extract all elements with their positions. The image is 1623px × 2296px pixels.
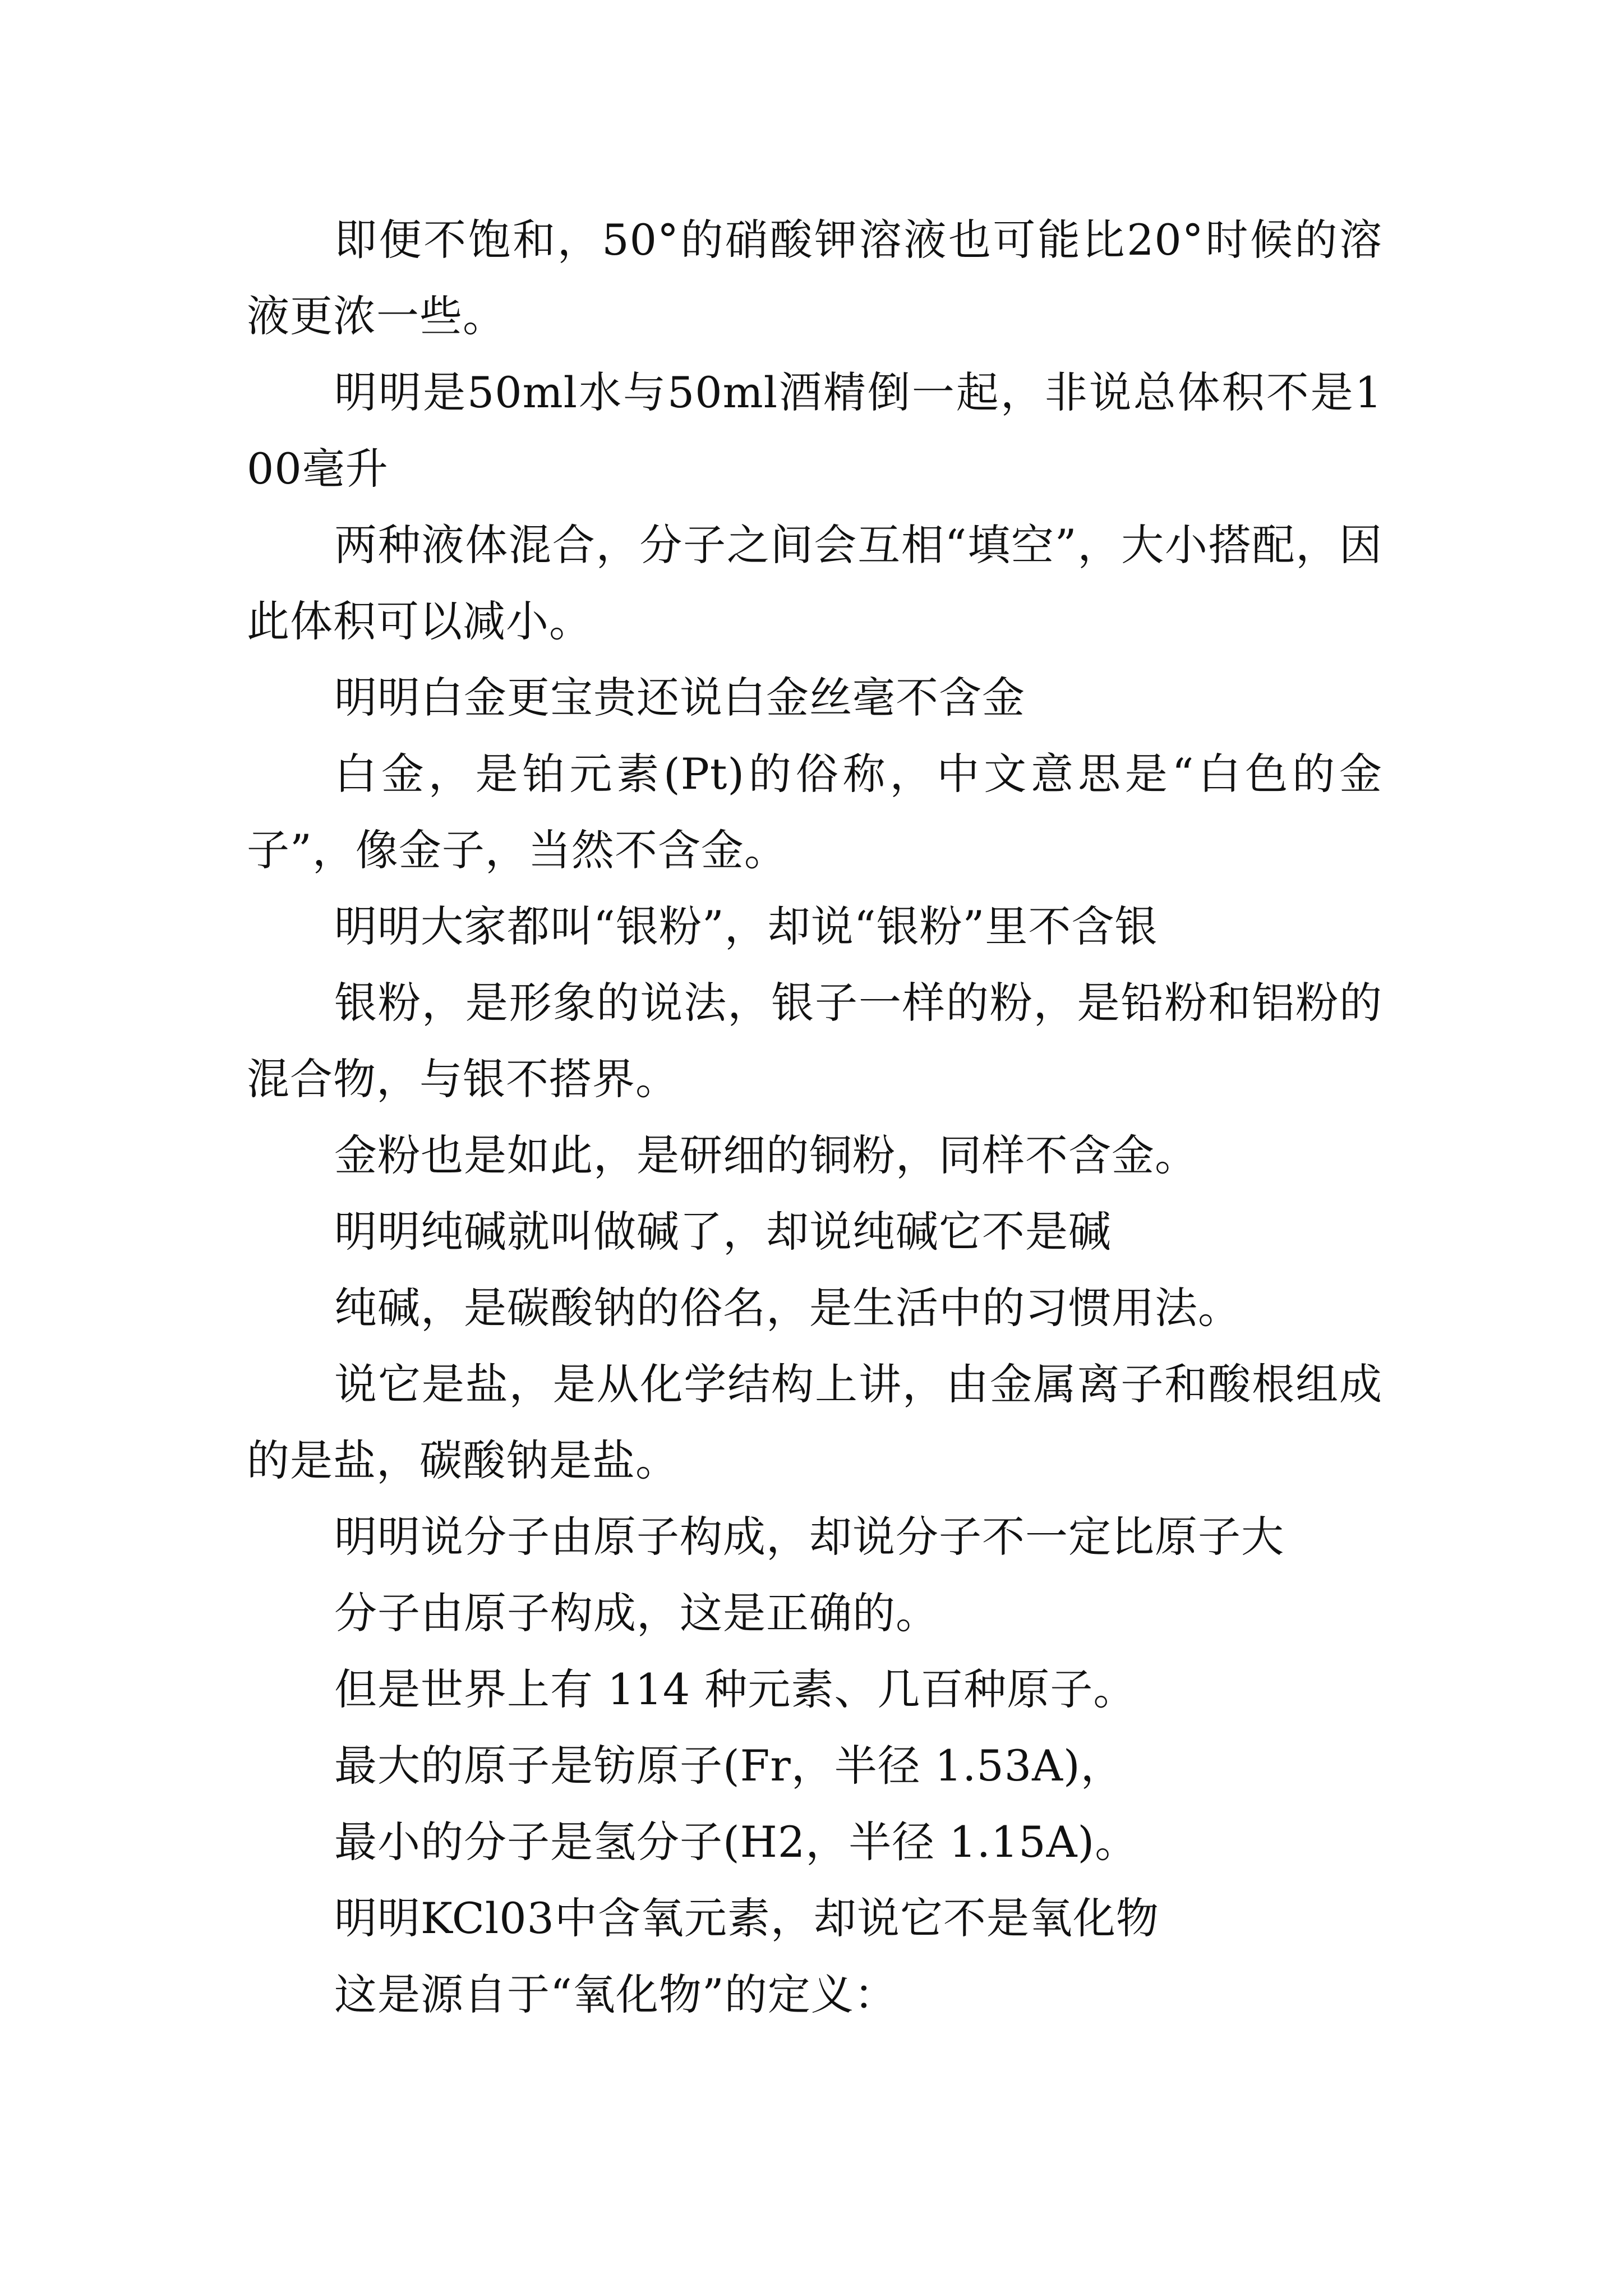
paragraph: 最小的分子是氢分子(H2，半径 1.15A)。 [334,1817,1138,1867]
paragraph: 白金，是铂元素(Pt)的俗称，中文意思是“白色的金子”，像金子，当然不含金。 [247,749,1382,875]
paragraph: 明明是50ml水与50ml酒精倒一起，非说总体积不是100毫升 [247,367,1382,494]
paragraph: 金粉也是如此，是研细的铜粉，同样不含金。 [334,1130,1198,1180]
paragraph: 即便不饱和，50°的硝酸钾溶液也可能比20°时候的溶液更浓一些。 [247,215,1382,341]
paragraph: 最大的原子是钫原子(Fr，半径 1.53A)， [334,1741,1124,1791]
paragraph: 这是源自于“氧化物”的定义： [334,1970,897,2019]
paragraph: 说它是盐，是从化学结构上讲，由金属离子和酸根组成的是盐，碳酸钠是盐。 [247,1359,1382,1485]
paragraph: 但是世界上有 114 种元素、几百种原子。 [334,1664,1137,1714]
paragraph: 分子由原子构成，这是正确的。 [334,1588,939,1638]
paragraph: 明明白金更宝贵还说白金丝毫不含金 [334,673,1025,723]
paragraph: 明明纯碱就叫做碱了，却说纯碱它不是碱 [334,1207,1112,1257]
paragraph: 明明KCl03中含氧元素，却说它不是氧化物 [334,1893,1159,1943]
paragraph: 两种液体混合，分子之间会互相“填空”，大小搭配，因此体积可以减小。 [247,520,1382,646]
document-body [247,202,1382,2033]
paragraph: 明明大家都叫“银粉”，却说“银粉”里不含银 [334,901,1158,951]
paragraph: 明明说分子由原子构成，却说分子不一定比原子大 [334,1512,1284,1562]
paragraph: 银粉，是形象的说法，银子一样的粉，是铅粉和铝粉的混合物，与银不搭界。 [247,978,1382,1104]
paragraph: 纯碱，是碳酸钠的俗名，是生活中的习惯用法。 [334,1283,1241,1333]
